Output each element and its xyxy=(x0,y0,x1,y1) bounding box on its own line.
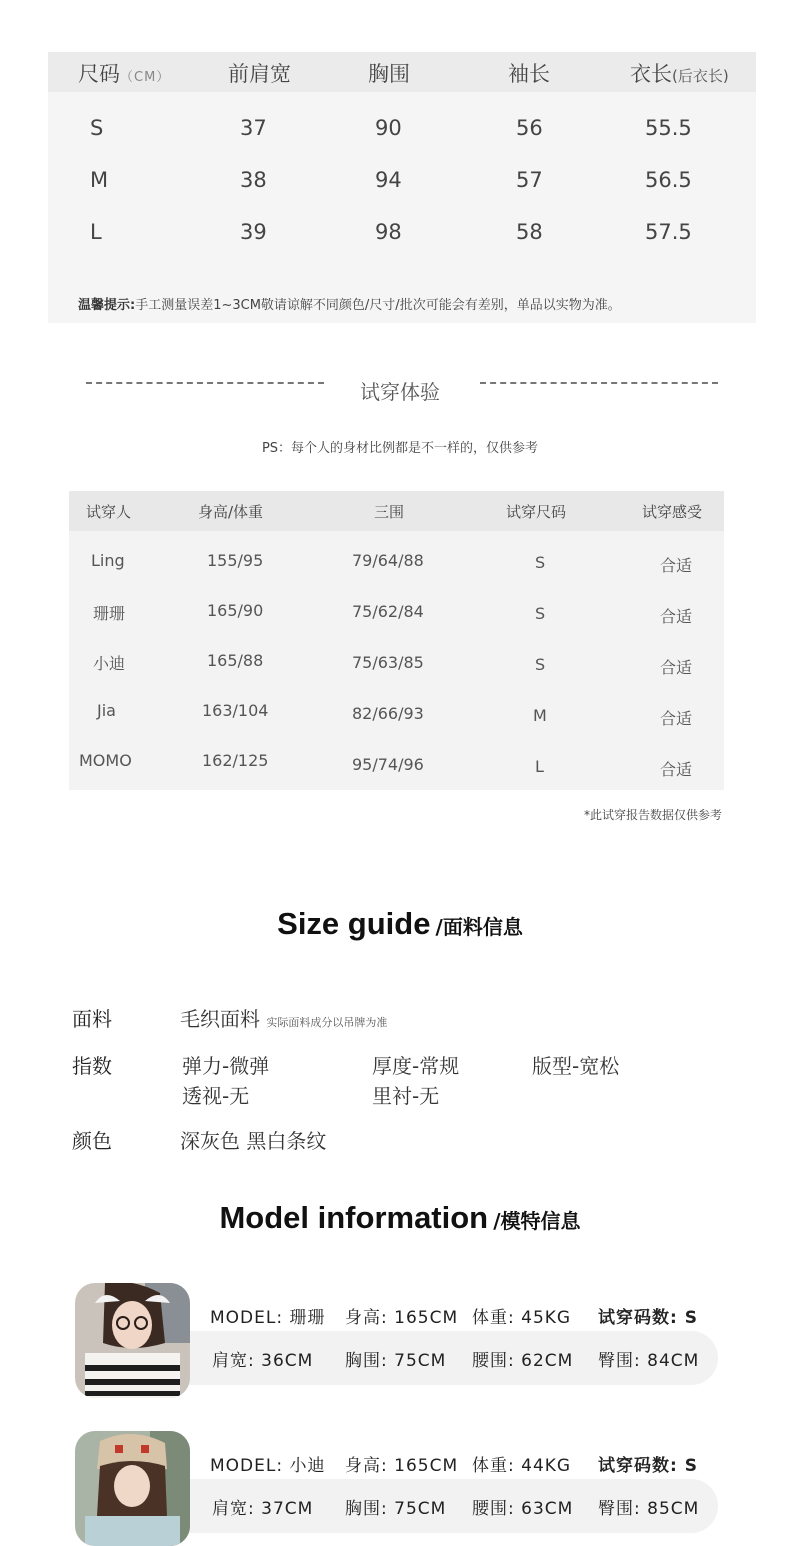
tester-height-weight: 165/90 xyxy=(207,601,264,620)
chest-cell: 94 xyxy=(375,168,402,192)
shoulder-cell: 39 xyxy=(240,220,267,244)
model-hip: 臀围: 85CM xyxy=(598,1499,700,1519)
divider-right xyxy=(480,382,718,384)
bwh-col-header: 三围 xyxy=(374,503,405,521)
elasticity-value: 弹力-微弹 xyxy=(182,1054,270,1078)
try-on-ps: PS：每个人的身材比例都是不一样的，仅供参考 xyxy=(261,441,539,456)
tester-bwh: 79/64/88 xyxy=(352,551,424,570)
tester-bwh: 82/66/93 xyxy=(352,704,424,723)
tip-label: 温馨提示: xyxy=(78,298,136,313)
tester-bwh: 75/63/85 xyxy=(352,653,424,672)
shoulder-col-header: 前肩宽 xyxy=(228,62,291,86)
model-name: MODEL: 小迪 xyxy=(210,1456,326,1476)
tester-feel: 合适 xyxy=(660,658,693,677)
size-header-label: 尺码 xyxy=(78,62,120,86)
tester-feel: 合适 xyxy=(660,556,693,575)
model-weight: 体重: 45KG xyxy=(472,1308,572,1328)
model-height: 身高: 165CM xyxy=(345,1456,459,1476)
length-cell: 57.5 xyxy=(645,220,692,244)
size-cell: M xyxy=(90,168,109,192)
tester-size: S xyxy=(535,655,546,674)
try-on-title: 试穿体验 xyxy=(360,380,440,404)
tester-bwh: 75/62/84 xyxy=(352,602,424,621)
tester-height-weight: 155/95 xyxy=(207,551,264,570)
length-cell: 55.5 xyxy=(645,116,692,140)
tester-feel: 合适 xyxy=(660,709,693,728)
material-label: 面料 xyxy=(72,1007,112,1031)
try-size-col-header: 试穿尺码 xyxy=(506,503,567,521)
tester-col-header: 试穿人 xyxy=(86,503,132,521)
model-try-size: 试穿码数: S xyxy=(598,1456,698,1476)
shoulder-cell: 38 xyxy=(240,168,267,192)
length-cell: 56.5 xyxy=(645,168,692,192)
thickness-value: 厚度-常规 xyxy=(372,1054,460,1078)
tester-bwh: 95/74/96 xyxy=(352,755,424,774)
model-chest: 胸围: 75CM xyxy=(345,1499,447,1519)
color-label: 颜色 xyxy=(72,1129,112,1153)
tester-name: 珊珊 xyxy=(93,604,126,623)
tester-name: Jia xyxy=(97,701,116,720)
model-waist: 腰围: 62CM xyxy=(472,1351,574,1371)
color-value: 深灰色 黑白条纹 xyxy=(180,1129,327,1153)
tester-size: M xyxy=(533,706,547,725)
height-weight-col-header: 身高/体重 xyxy=(198,503,264,521)
tester-size: S xyxy=(535,553,546,572)
tester-feel: 合适 xyxy=(660,760,693,779)
sleeve-cell: 58 xyxy=(516,220,543,244)
length-header-note: (后衣长) xyxy=(672,67,729,85)
model-title-cn: /模特信息 xyxy=(493,1209,581,1233)
transparency-value: 透视-无 xyxy=(182,1084,250,1108)
model-info-title xyxy=(0,1200,800,1236)
tester-height-weight: 165/88 xyxy=(207,651,264,670)
model-waist: 腰围: 63CM xyxy=(472,1499,574,1519)
fabric-title-cn: /面料信息 xyxy=(435,915,523,939)
fabric-title xyxy=(0,906,800,942)
tester-name: 小迪 xyxy=(93,654,126,673)
length-col-header xyxy=(630,58,729,88)
try-on-table-panel xyxy=(69,491,724,790)
tester-height-weight: 163/104 xyxy=(202,701,269,720)
fabric-title-en: Size guide xyxy=(277,906,431,941)
model-hip: 臀围: 84CM xyxy=(598,1351,700,1371)
tip-text: 手工测量误差1~3CM敬请谅解不同颜色/尺寸/批次可能会有差别，单品以实物为准。 xyxy=(135,298,621,313)
size-unit-label: （CM） xyxy=(120,70,171,85)
size-cell: S xyxy=(90,116,104,140)
material-note: 实际面料成分以吊牌为准 xyxy=(266,1016,388,1029)
tester-feel: 合适 xyxy=(660,607,693,626)
lining-value: 里衬-无 xyxy=(372,1084,440,1108)
model-shoulder: 肩宽: 37CM xyxy=(212,1499,314,1519)
tester-height-weight: 162/125 xyxy=(202,751,269,770)
tester-size: L xyxy=(535,757,544,776)
chest-cell: 98 xyxy=(375,220,402,244)
size-cell: L xyxy=(90,220,102,244)
material-name: 毛织面料 xyxy=(180,1007,260,1031)
model-height: 身高: 165CM xyxy=(345,1308,459,1328)
tester-name: MOMO xyxy=(79,751,132,770)
model-title-en: Model information xyxy=(219,1200,489,1235)
model-photo xyxy=(75,1431,190,1546)
fit-value: 版型-宽松 xyxy=(532,1054,620,1078)
sleeve-col-header: 袖长 xyxy=(508,62,550,86)
index-label: 指数 xyxy=(72,1054,112,1078)
sleeve-cell: 57 xyxy=(516,168,543,192)
model-weight: 体重: 44KG xyxy=(472,1456,572,1476)
model-shoulder: 肩宽: 36CM xyxy=(212,1351,314,1371)
tester-size: S xyxy=(535,604,546,623)
model-chest: 胸围: 75CM xyxy=(345,1351,447,1371)
measurement-tip xyxy=(78,294,621,313)
size-col-header xyxy=(78,58,170,88)
tester-name: Ling xyxy=(91,551,125,570)
model-try-size: 试穿码数: S xyxy=(598,1308,698,1328)
chest-cell: 90 xyxy=(375,116,402,140)
feel-col-header: 试穿感受 xyxy=(642,503,703,521)
length-header-label: 衣长 xyxy=(630,62,672,86)
sleeve-cell: 56 xyxy=(516,116,543,140)
material-value xyxy=(180,1003,387,1032)
model-photo xyxy=(75,1283,190,1398)
chest-col-header: 胸围 xyxy=(368,62,410,86)
shoulder-cell: 37 xyxy=(240,116,267,140)
model-name: MODEL: 珊珊 xyxy=(210,1308,326,1328)
try-on-note: *此试穿报告数据仅供参考 xyxy=(583,808,722,822)
